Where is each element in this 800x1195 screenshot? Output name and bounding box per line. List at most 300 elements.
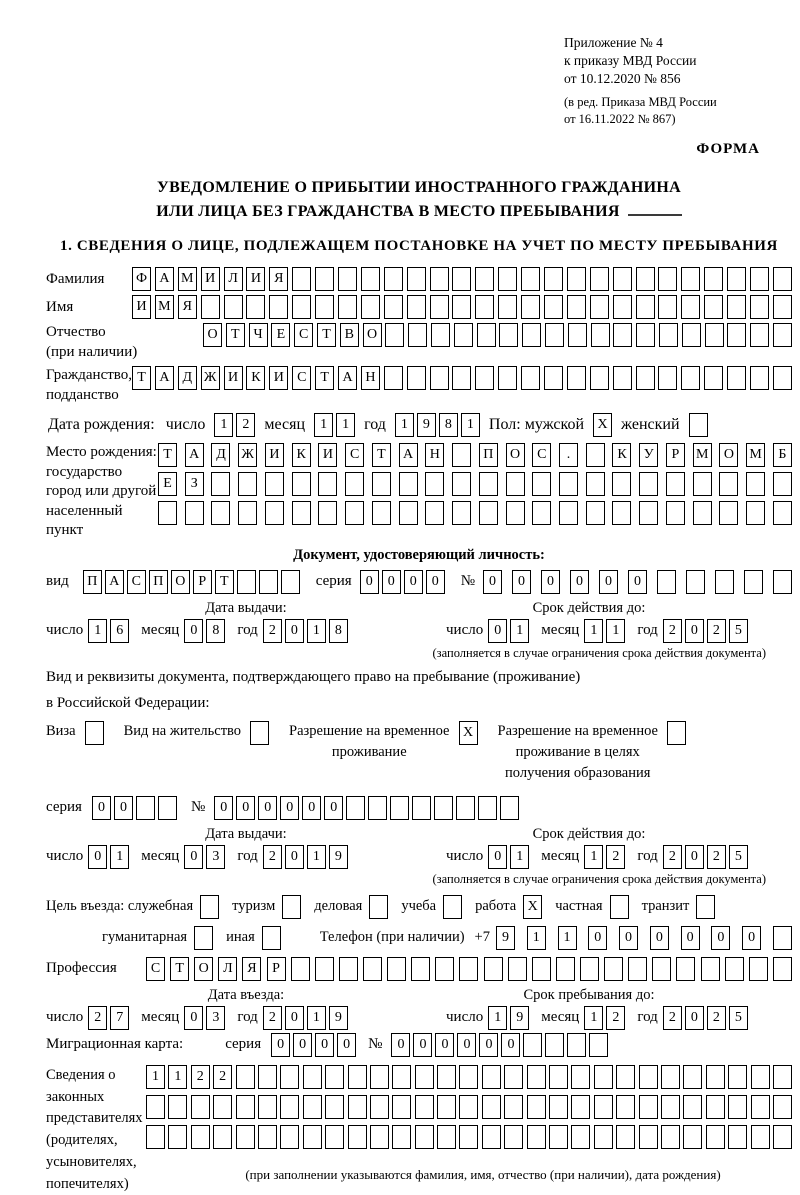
char-cell[interactable] xyxy=(773,1125,792,1149)
char-cell[interactable]: 1 xyxy=(606,619,625,643)
char-cell[interactable] xyxy=(571,1125,590,1149)
char-cell[interactable] xyxy=(773,1095,792,1119)
char-cell[interactable] xyxy=(706,1065,725,1089)
char-cell[interactable]: Т xyxy=(317,323,336,347)
char-cell[interactable] xyxy=(725,957,744,981)
char-cell[interactable]: 3 xyxy=(206,845,225,869)
char-cell[interactable]: О xyxy=(719,443,738,467)
char-cell[interactable]: С xyxy=(345,443,364,467)
char-cell[interactable] xyxy=(452,366,471,390)
char-cell[interactable] xyxy=(425,472,444,496)
char-cell[interactable] xyxy=(532,957,551,981)
char-cell[interactable]: А xyxy=(185,443,204,467)
char-cell[interactable] xyxy=(616,1125,635,1149)
char-cell[interactable] xyxy=(613,267,632,291)
char-cell[interactable] xyxy=(478,796,497,820)
char-cell[interactable] xyxy=(384,267,403,291)
char-cell[interactable] xyxy=(168,1095,187,1119)
char-cell[interactable] xyxy=(636,267,655,291)
char-cell[interactable] xyxy=(545,323,564,347)
char-cell[interactable] xyxy=(719,501,738,525)
char-cell[interactable]: 0 xyxy=(435,1033,454,1057)
char-cell[interactable]: М xyxy=(746,443,765,467)
char-cell[interactable] xyxy=(477,323,496,347)
char-cell[interactable] xyxy=(259,570,278,594)
char-cell[interactable] xyxy=(661,1095,680,1119)
char-cell[interactable]: И xyxy=(318,443,337,467)
char-cell[interactable] xyxy=(701,957,720,981)
char-cell[interactable] xyxy=(704,295,723,319)
char-cell[interactable]: 2 xyxy=(263,1006,282,1030)
char-cell[interactable]: 8 xyxy=(206,619,225,643)
char-cell[interactable]: 0 xyxy=(280,796,299,820)
char-cell[interactable] xyxy=(744,570,763,594)
char-cell[interactable]: П xyxy=(149,570,168,594)
char-cell[interactable]: 0 xyxy=(285,619,304,643)
char-cell[interactable] xyxy=(544,267,563,291)
char-cell[interactable] xyxy=(681,295,700,319)
char-cell[interactable] xyxy=(345,501,364,525)
char-cell[interactable] xyxy=(412,796,431,820)
char-cell[interactable] xyxy=(696,895,715,919)
char-cell[interactable] xyxy=(415,1065,434,1089)
char-cell[interactable] xyxy=(484,957,503,981)
char-cell[interactable] xyxy=(338,295,357,319)
char-cell[interactable] xyxy=(522,323,541,347)
char-cell[interactable] xyxy=(392,1095,411,1119)
char-cell[interactable]: 1 xyxy=(510,619,529,643)
char-cell[interactable]: М xyxy=(693,443,712,467)
char-cell[interactable] xyxy=(521,267,540,291)
char-cell[interactable]: 2 xyxy=(606,845,625,869)
char-cell[interactable] xyxy=(407,366,426,390)
char-cell[interactable] xyxy=(201,295,220,319)
char-cell[interactable]: С xyxy=(127,570,146,594)
char-cell[interactable] xyxy=(683,1065,702,1089)
char-cell[interactable] xyxy=(437,1095,456,1119)
char-cell[interactable] xyxy=(459,1125,478,1149)
char-cell[interactable] xyxy=(185,501,204,525)
char-cell[interactable]: 1 xyxy=(110,845,129,869)
char-cell[interactable]: 8 xyxy=(439,413,458,437)
char-cell[interactable] xyxy=(667,721,686,745)
char-cell[interactable]: Р xyxy=(666,443,685,467)
char-cell[interactable]: 0 xyxy=(236,796,255,820)
char-cell[interactable] xyxy=(666,501,685,525)
char-cell[interactable]: С xyxy=(146,957,165,981)
char-cell[interactable]: 1 xyxy=(395,413,414,437)
char-cell[interactable] xyxy=(591,323,610,347)
char-cell[interactable] xyxy=(693,501,712,525)
char-cell[interactable] xyxy=(498,267,517,291)
char-cell[interactable] xyxy=(706,1095,725,1119)
char-cell[interactable] xyxy=(580,957,599,981)
char-cell[interactable] xyxy=(434,796,453,820)
char-cell[interactable]: 0 xyxy=(483,570,502,594)
char-cell[interactable] xyxy=(706,1125,725,1149)
char-cell[interactable] xyxy=(773,926,792,950)
char-cell[interactable]: 0 xyxy=(426,570,445,594)
char-cell[interactable] xyxy=(628,957,647,981)
char-cell[interactable] xyxy=(504,1095,523,1119)
char-cell[interactable] xyxy=(523,1033,542,1057)
char-cell[interactable] xyxy=(773,267,792,291)
char-cell[interactable] xyxy=(571,1095,590,1119)
char-cell[interactable]: О xyxy=(194,957,213,981)
char-cell[interactable]: 0 xyxy=(488,619,507,643)
char-cell[interactable] xyxy=(521,295,540,319)
char-cell[interactable]: Л xyxy=(218,957,237,981)
char-cell[interactable] xyxy=(636,323,655,347)
char-cell[interactable] xyxy=(361,267,380,291)
char-cell[interactable] xyxy=(479,472,498,496)
char-cell[interactable] xyxy=(544,366,563,390)
char-cell[interactable] xyxy=(639,1065,658,1089)
char-cell[interactable] xyxy=(549,1095,568,1119)
char-cell[interactable] xyxy=(594,1125,613,1149)
char-cell[interactable] xyxy=(443,895,462,919)
char-cell[interactable] xyxy=(727,295,746,319)
char-cell[interactable] xyxy=(590,366,609,390)
char-cell[interactable] xyxy=(652,957,671,981)
char-cell[interactable]: 7 xyxy=(110,1006,129,1030)
char-cell[interactable]: Е xyxy=(158,472,177,496)
char-cell[interactable] xyxy=(280,1125,299,1149)
char-cell[interactable]: 0 xyxy=(404,570,423,594)
char-cell[interactable]: Р xyxy=(267,957,286,981)
char-cell[interactable]: М xyxy=(178,267,197,291)
char-cell[interactable] xyxy=(345,472,364,496)
char-cell[interactable] xyxy=(482,1125,501,1149)
char-cell[interactable] xyxy=(532,472,551,496)
char-cell[interactable]: 0 xyxy=(302,796,321,820)
char-cell[interactable] xyxy=(236,1125,255,1149)
char-cell[interactable]: 1 xyxy=(584,1006,603,1030)
char-cell[interactable] xyxy=(549,1065,568,1089)
char-cell[interactable] xyxy=(746,501,765,525)
char-cell[interactable] xyxy=(348,1095,367,1119)
char-cell[interactable] xyxy=(238,472,257,496)
char-cell[interactable]: 1 xyxy=(88,619,107,643)
char-cell[interactable] xyxy=(590,267,609,291)
char-cell[interactable]: А xyxy=(399,443,418,467)
char-cell[interactable] xyxy=(728,1065,747,1089)
char-cell[interactable]: О xyxy=(171,570,190,594)
char-cell[interactable]: 0 xyxy=(293,1033,312,1057)
char-cell[interactable] xyxy=(363,957,382,981)
char-cell[interactable]: Д xyxy=(211,443,230,467)
char-cell[interactable] xyxy=(639,501,658,525)
char-cell[interactable] xyxy=(384,295,403,319)
char-cell[interactable]: К xyxy=(612,443,631,467)
char-cell[interactable] xyxy=(372,472,391,496)
char-cell[interactable] xyxy=(236,1095,255,1119)
char-cell[interactable]: 2 xyxy=(213,1065,232,1089)
char-cell[interactable] xyxy=(567,1033,586,1057)
char-cell[interactable] xyxy=(636,366,655,390)
char-cell[interactable] xyxy=(683,1125,702,1149)
char-cell[interactable] xyxy=(705,323,724,347)
char-cell[interactable]: Я xyxy=(269,267,288,291)
char-cell[interactable]: 9 xyxy=(417,413,436,437)
char-cell[interactable] xyxy=(280,1065,299,1089)
char-cell[interactable] xyxy=(746,472,765,496)
char-cell[interactable] xyxy=(452,472,471,496)
char-cell[interactable]: 0 xyxy=(337,1033,356,1057)
char-cell[interactable] xyxy=(719,472,738,496)
char-cell[interactable] xyxy=(346,796,365,820)
char-cell[interactable] xyxy=(303,1065,322,1089)
char-cell[interactable] xyxy=(459,957,478,981)
char-cell[interactable] xyxy=(658,267,677,291)
char-cell[interactable] xyxy=(715,570,734,594)
char-cell[interactable]: 9 xyxy=(329,1006,348,1030)
char-cell[interactable]: 2 xyxy=(191,1065,210,1089)
char-cell[interactable]: 2 xyxy=(236,413,255,437)
char-cell[interactable] xyxy=(250,721,269,745)
char-cell[interactable] xyxy=(658,366,677,390)
char-cell[interactable]: И xyxy=(201,267,220,291)
char-cell[interactable]: 1 xyxy=(214,413,233,437)
char-cell[interactable]: 1 xyxy=(488,1006,507,1030)
char-cell[interactable] xyxy=(291,957,310,981)
char-cell[interactable] xyxy=(475,366,494,390)
char-cell[interactable] xyxy=(430,295,449,319)
char-cell[interactable]: Р xyxy=(193,570,212,594)
char-cell[interactable]: 0 xyxy=(382,570,401,594)
char-cell[interactable] xyxy=(586,472,605,496)
char-cell[interactable] xyxy=(258,1095,277,1119)
char-cell[interactable] xyxy=(636,295,655,319)
char-cell[interactable] xyxy=(318,501,337,525)
char-cell[interactable] xyxy=(415,1125,434,1149)
char-cell[interactable] xyxy=(85,721,104,745)
char-cell[interactable]: Я xyxy=(178,295,197,319)
char-cell[interactable] xyxy=(265,472,284,496)
char-cell[interactable]: Т xyxy=(170,957,189,981)
char-cell[interactable] xyxy=(146,1125,165,1149)
char-cell[interactable]: 0 xyxy=(92,796,111,820)
char-cell[interactable] xyxy=(459,1095,478,1119)
char-cell[interactable]: Л xyxy=(224,267,243,291)
char-cell[interactable] xyxy=(200,895,219,919)
char-cell[interactable]: 6 xyxy=(110,619,129,643)
char-cell[interactable]: 0 xyxy=(570,570,589,594)
char-cell[interactable] xyxy=(527,1095,546,1119)
char-cell[interactable] xyxy=(559,501,578,525)
char-cell[interactable]: 2 xyxy=(263,845,282,869)
char-cell[interactable] xyxy=(616,1065,635,1089)
char-cell[interactable]: Ч xyxy=(249,323,268,347)
char-cell[interactable]: И xyxy=(224,366,243,390)
char-cell[interactable] xyxy=(265,501,284,525)
char-cell[interactable] xyxy=(282,895,301,919)
char-cell[interactable] xyxy=(704,267,723,291)
char-cell[interactable] xyxy=(390,796,409,820)
char-cell[interactable] xyxy=(750,295,769,319)
char-cell[interactable] xyxy=(475,267,494,291)
char-cell[interactable] xyxy=(370,1095,389,1119)
char-cell[interactable] xyxy=(661,1125,680,1149)
char-cell[interactable]: 2 xyxy=(663,845,682,869)
char-cell[interactable] xyxy=(191,1125,210,1149)
char-cell[interactable] xyxy=(368,796,387,820)
char-cell[interactable]: 0 xyxy=(681,926,700,950)
char-cell[interactable] xyxy=(567,295,586,319)
char-cell[interactable]: Т xyxy=(315,366,334,390)
char-cell[interactable] xyxy=(498,295,517,319)
char-cell[interactable]: 0 xyxy=(588,926,607,950)
char-cell[interactable] xyxy=(452,267,471,291)
char-cell[interactable]: 0 xyxy=(650,926,669,950)
char-cell[interactable] xyxy=(224,295,243,319)
char-cell[interactable] xyxy=(612,501,631,525)
char-cell[interactable] xyxy=(281,570,300,594)
char-cell[interactable] xyxy=(408,323,427,347)
char-cell[interactable]: 9 xyxy=(496,926,515,950)
char-cell[interactable]: 2 xyxy=(88,1006,107,1030)
char-cell[interactable]: 2 xyxy=(606,1006,625,1030)
char-cell[interactable]: 0 xyxy=(742,926,761,950)
char-cell[interactable]: М xyxy=(155,295,174,319)
char-cell[interactable] xyxy=(567,267,586,291)
char-cell[interactable] xyxy=(370,1125,389,1149)
char-cell[interactable]: Н xyxy=(425,443,444,467)
char-cell[interactable] xyxy=(407,267,426,291)
char-cell[interactable]: О xyxy=(363,323,382,347)
char-cell[interactable] xyxy=(194,926,213,950)
char-cell[interactable] xyxy=(506,472,525,496)
char-cell[interactable] xyxy=(452,295,471,319)
char-cell[interactable] xyxy=(773,295,792,319)
char-cell[interactable] xyxy=(750,366,769,390)
char-cell[interactable] xyxy=(315,295,334,319)
char-cell[interactable] xyxy=(292,267,311,291)
char-cell[interactable]: 1 xyxy=(461,413,480,437)
char-cell[interactable] xyxy=(437,1125,456,1149)
char-cell[interactable]: 1 xyxy=(584,619,603,643)
char-cell[interactable]: X xyxy=(593,413,612,437)
char-cell[interactable]: 1 xyxy=(558,926,577,950)
char-cell[interactable] xyxy=(236,1065,255,1089)
char-cell[interactable] xyxy=(369,895,388,919)
char-cell[interactable] xyxy=(431,323,450,347)
char-cell[interactable] xyxy=(568,323,587,347)
char-cell[interactable] xyxy=(482,1095,501,1119)
char-cell[interactable]: 1 xyxy=(510,845,529,869)
char-cell[interactable] xyxy=(437,1065,456,1089)
char-cell[interactable]: К xyxy=(292,443,311,467)
char-cell[interactable]: А xyxy=(155,366,174,390)
char-cell[interactable]: 0 xyxy=(488,845,507,869)
char-cell[interactable] xyxy=(315,267,334,291)
char-cell[interactable]: 0 xyxy=(501,1033,520,1057)
char-cell[interactable]: 1 xyxy=(307,1006,326,1030)
char-cell[interactable] xyxy=(556,957,575,981)
char-cell[interactable]: 0 xyxy=(391,1033,410,1057)
char-cell[interactable] xyxy=(773,366,792,390)
char-cell[interactable] xyxy=(392,1065,411,1089)
char-cell[interactable] xyxy=(479,501,498,525)
char-cell[interactable] xyxy=(613,295,632,319)
char-cell[interactable] xyxy=(407,295,426,319)
char-cell[interactable]: С xyxy=(294,323,313,347)
char-cell[interactable] xyxy=(262,926,281,950)
char-cell[interactable] xyxy=(456,796,475,820)
char-cell[interactable] xyxy=(498,366,517,390)
char-cell[interactable] xyxy=(504,1125,523,1149)
char-cell[interactable] xyxy=(191,1095,210,1119)
char-cell[interactable] xyxy=(411,957,430,981)
char-cell[interactable] xyxy=(527,1065,546,1089)
char-cell[interactable] xyxy=(475,295,494,319)
char-cell[interactable]: 5 xyxy=(729,1006,748,1030)
char-cell[interactable] xyxy=(269,295,288,319)
char-cell[interactable] xyxy=(751,1065,770,1089)
char-cell[interactable] xyxy=(499,323,518,347)
char-cell[interactable] xyxy=(727,366,746,390)
char-cell[interactable] xyxy=(146,1095,165,1119)
char-cell[interactable]: 0 xyxy=(184,1006,203,1030)
char-cell[interactable] xyxy=(727,267,746,291)
char-cell[interactable] xyxy=(594,1095,613,1119)
char-cell[interactable] xyxy=(508,957,527,981)
char-cell[interactable]: В xyxy=(340,323,359,347)
char-cell[interactable]: Т xyxy=(226,323,245,347)
char-cell[interactable] xyxy=(571,1065,590,1089)
char-cell[interactable] xyxy=(338,267,357,291)
char-cell[interactable] xyxy=(686,570,705,594)
char-cell[interactable] xyxy=(604,957,623,981)
char-cell[interactable]: 9 xyxy=(329,845,348,869)
char-cell[interactable] xyxy=(590,295,609,319)
char-cell[interactable] xyxy=(211,472,230,496)
char-cell[interactable] xyxy=(639,1125,658,1149)
char-cell[interactable] xyxy=(348,1065,367,1089)
char-cell[interactable]: С xyxy=(532,443,551,467)
char-cell[interactable]: 0 xyxy=(457,1033,476,1057)
char-cell[interactable]: Ж xyxy=(201,366,220,390)
char-cell[interactable] xyxy=(773,570,792,594)
char-cell[interactable] xyxy=(549,1125,568,1149)
char-cell[interactable]: 8 xyxy=(329,619,348,643)
char-cell[interactable]: 0 xyxy=(285,1006,304,1030)
char-cell[interactable]: 0 xyxy=(271,1033,290,1057)
char-cell[interactable] xyxy=(237,570,256,594)
char-cell[interactable] xyxy=(751,1125,770,1149)
char-cell[interactable] xyxy=(435,957,454,981)
char-cell[interactable] xyxy=(384,366,403,390)
char-cell[interactable] xyxy=(258,1065,277,1089)
char-cell[interactable] xyxy=(303,1095,322,1119)
char-cell[interactable]: Я xyxy=(242,957,261,981)
char-cell[interactable]: 0 xyxy=(285,845,304,869)
char-cell[interactable]: 0 xyxy=(413,1033,432,1057)
char-cell[interactable] xyxy=(773,323,792,347)
char-cell[interactable]: 0 xyxy=(711,926,730,950)
char-cell[interactable] xyxy=(681,267,700,291)
char-cell[interactable] xyxy=(728,1125,747,1149)
char-cell[interactable] xyxy=(158,796,177,820)
char-cell[interactable] xyxy=(211,501,230,525)
char-cell[interactable] xyxy=(749,957,768,981)
char-cell[interactable] xyxy=(613,366,632,390)
char-cell[interactable]: X xyxy=(523,895,542,919)
char-cell[interactable]: 0 xyxy=(114,796,133,820)
char-cell[interactable] xyxy=(168,1125,187,1149)
char-cell[interactable] xyxy=(452,443,471,467)
char-cell[interactable] xyxy=(676,957,695,981)
